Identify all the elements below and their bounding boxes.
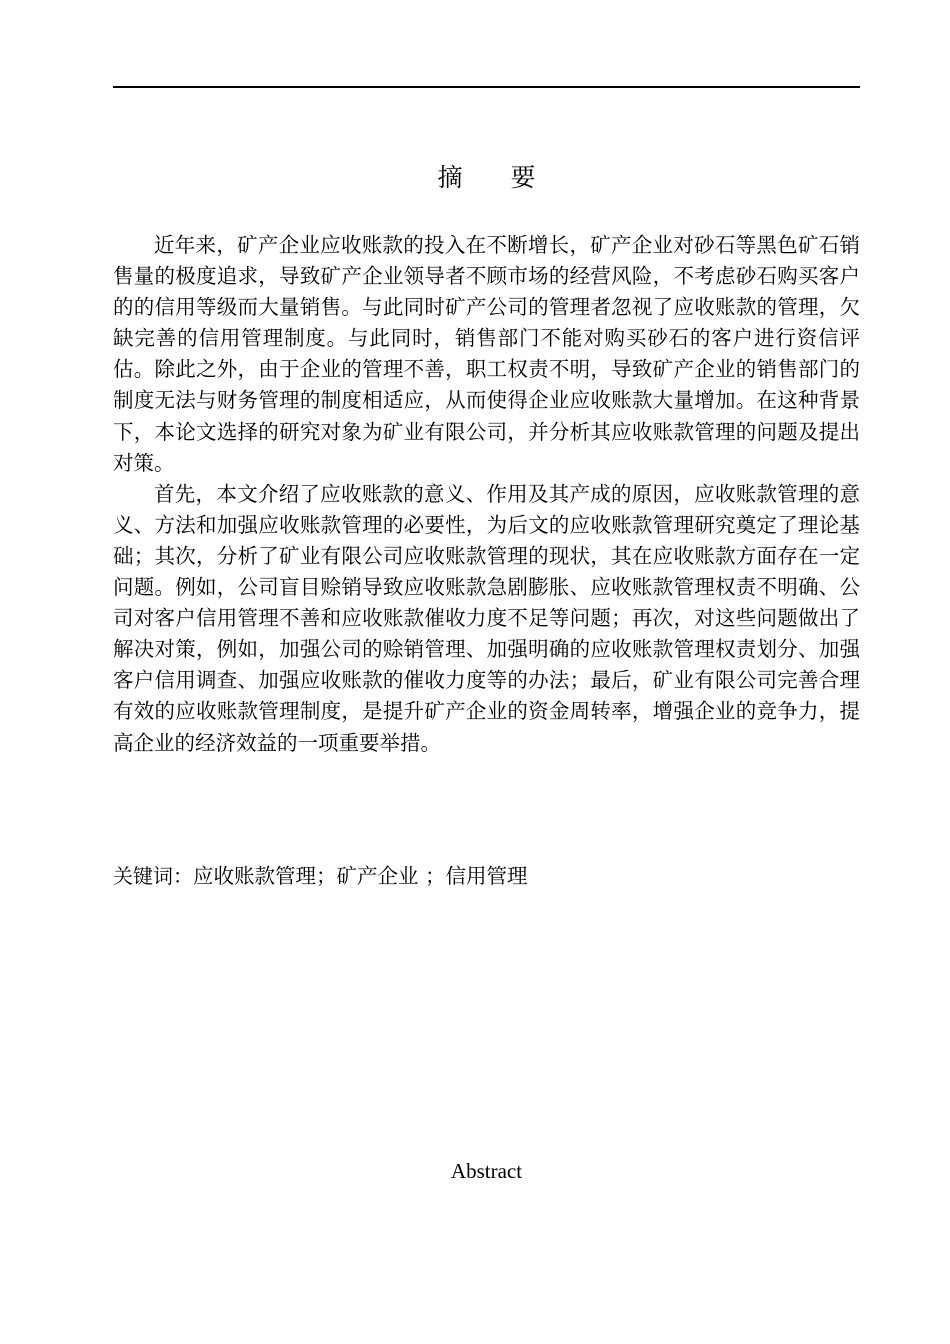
title-char-2: 要 [510, 163, 536, 192]
keywords-text: 应收账款管理；矿产企业 ；信用管理 [193, 864, 528, 888]
header-rule [113, 86, 860, 88]
paragraph-2: 首先，本文介绍了应收账款的意义、作用及其产成的原因，应收账款管理的意义、方法和加强应收账款管理的必要性，为后文的应收账款管理研究奠定了理论基础；其次，分析了矿业有限公司应收账款管理的现状，其在应收账款方面存在一定问题。例如，公司盲目赊销导致应收账款急剧膨胀、应收账款管理权责不明确、公司对客户信用管理不善和应收账款催收力度不足等问题；再次，对这些问题做出了解决对策，例如，加强公司的赊销管理、加强明确的应收账款管理权责划分、加强客户信用调查、加强应收账款的催收力度等的办法；最后，矿业有限公司完善合理有效的应收账款管理制度，是提升矿产企业的资金周转率，增强企业的竞争力，提高企业的经济效益的一项重要举措。 [113, 481, 860, 755]
title-char-1: 摘 [437, 163, 463, 192]
abstract-heading: Abstract [450, 1159, 523, 1183]
keywords-line [113, 861, 860, 892]
page-title [113, 160, 860, 196]
paragraph-1: 近年来，矿产企业应收账款的投入在不断增长，矿产企业对砂石等黑色矿石销售量的极度追求，导致矿产企业领导者不顾市场的经营风险，不考虑砂石购买客户的的信用等级而大量销售。与此同时矿产公司的管理者忽视了应收账款的管理，欠缺完善的信用管理制度。与此同时，销售部门不能对购买砂石的客户进行资信评估。除此之外，由于企业的管理不善，职工权责不明，导致矿产企业的销售部门的制度无法与财务管理的制度相适应，从而使得企业应收账款大量增加。在这种背景下，本论文选择的研究对象为矿业有限公司，并分析其应收账款管理的问题及提出对策。 [113, 233, 860, 475]
keywords-label: 关键词： [113, 864, 193, 888]
abstract-body [113, 230, 860, 759]
